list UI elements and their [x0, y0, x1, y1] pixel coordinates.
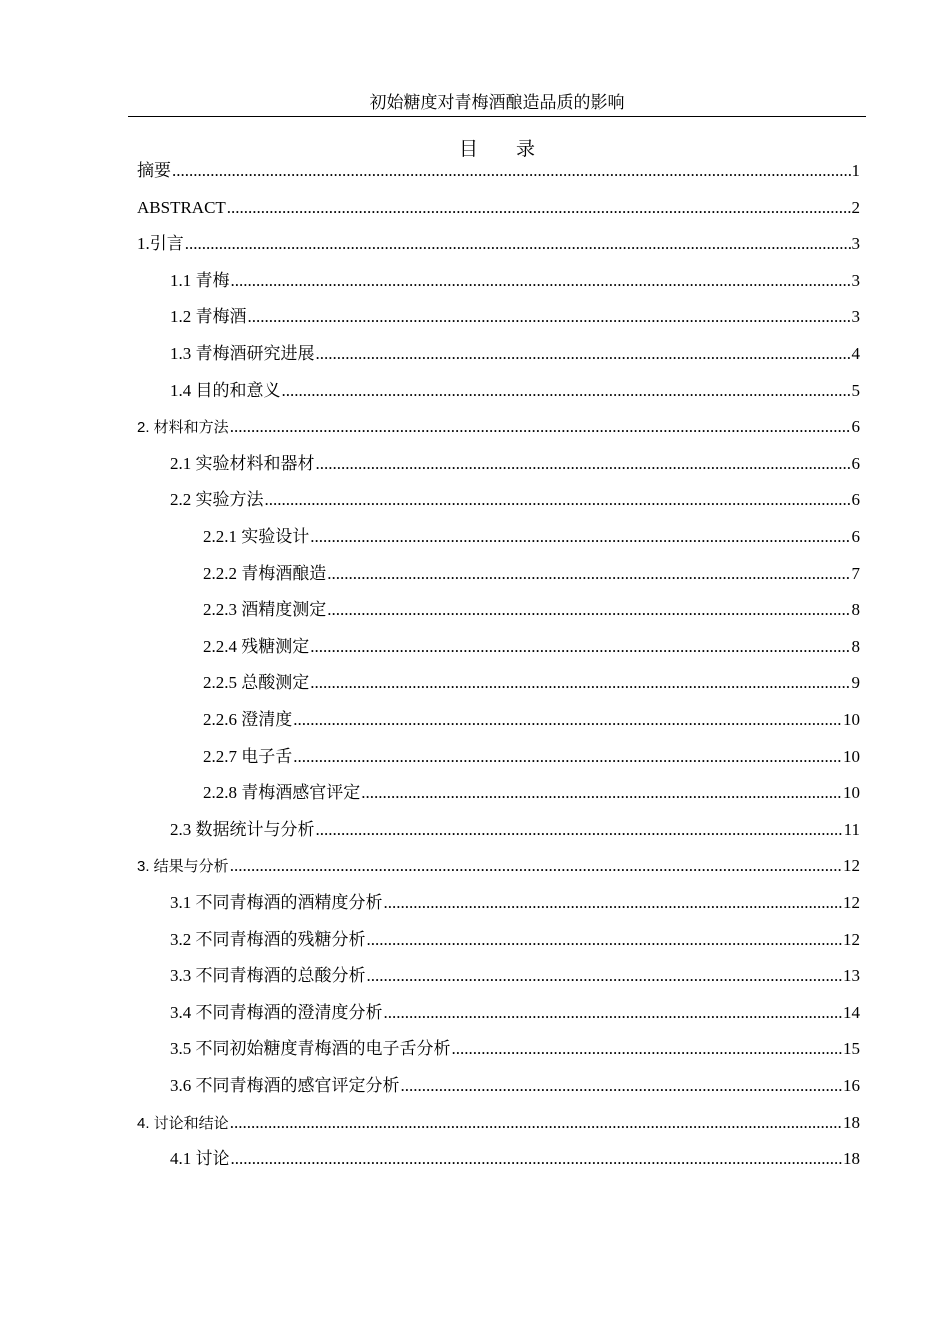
running-header: 初始糖度对青梅酒酿造品质的影响: [369, 93, 625, 112]
toc-page-number: 13: [843, 966, 860, 986]
toc-entry-label: 3.5 不同初始糖度青梅酒的电子舌分析: [170, 1039, 451, 1059]
toc-entry[interactable]: [137, 232, 860, 256]
toc-page-number: 18: [843, 1112, 860, 1132]
toc-dot-leader: [401, 1074, 843, 1098]
toc-page-number: 10: [843, 783, 860, 803]
toc-page-number: 11: [843, 819, 860, 839]
toc-page-number: 10: [843, 746, 860, 766]
toc-entry-label: 摘要: [137, 161, 171, 180]
toc-page-number: 7: [851, 563, 860, 583]
toc-entry[interactable]: [170, 1074, 860, 1098]
toc-dot-leader: [172, 159, 851, 183]
toc-entry-label: 3.1 不同青梅酒的酒精度分析: [170, 893, 383, 912]
toc-entry-label: 1.4 目的和意义: [170, 380, 281, 400]
toc-entry-label: 2.2.7 电子舌: [203, 746, 293, 766]
toc-entry[interactable]: [203, 525, 860, 549]
toc-entry[interactable]: [170, 928, 860, 952]
toc-entry-label: 3.2 不同青梅酒的残糖分析: [170, 929, 366, 949]
toc-page-number: 6: [851, 453, 860, 473]
toc-entry-label: 4.1 讨论: [170, 1149, 230, 1169]
toc-entry-label: 1.1 青梅: [170, 270, 230, 290]
toc-entry[interactable]: [203, 562, 860, 586]
toc-dot-leader: [452, 1037, 843, 1061]
toc-dot-leader: [316, 342, 851, 366]
toc-entry[interactable]: [137, 1111, 860, 1135]
toc-dot-leader: [316, 818, 843, 842]
toc-entry[interactable]: [170, 488, 860, 512]
toc-page-number: 3: [851, 270, 860, 290]
toc-entry-label: 2.2 实验方法: [170, 490, 264, 510]
toc-entry[interactable]: [170, 452, 860, 476]
toc-dot-leader: [327, 598, 850, 622]
toc-page-number: 1: [851, 161, 860, 180]
toc-dot-leader: [230, 1111, 842, 1135]
toc-page-number: 15: [843, 1039, 860, 1059]
toc-dot-leader: [384, 1001, 843, 1025]
toc-page-number: 3: [851, 234, 860, 254]
toc-entry[interactable]: [137, 196, 860, 220]
toc-entry-label: 1.引言: [137, 234, 184, 254]
toc-page-number: 4: [851, 344, 860, 363]
toc-entry[interactable]: [203, 598, 860, 622]
toc-entry-label: 2.2.4 残糖测定: [203, 636, 310, 656]
toc-dot-leader: [384, 891, 843, 915]
toc-dot-leader: [316, 452, 851, 476]
toc-dot-leader: [367, 964, 843, 988]
toc-entry[interactable]: [170, 342, 860, 366]
toc-entry-label: 2.2.6 澄清度: [203, 710, 293, 729]
toc-dot-leader: [282, 379, 851, 403]
toc-dot-leader: [231, 269, 851, 293]
toc-entry-label: 2.3 数据统计与分析: [170, 819, 315, 839]
toc-page-number: 14: [843, 1002, 860, 1022]
toc-page-number: 5: [851, 380, 860, 400]
toc-entry-label: 2.2.1 实验设计: [203, 527, 310, 546]
toc-page-number: 2: [851, 197, 860, 217]
toc-page-number: 3: [851, 307, 860, 327]
toc-entry[interactable]: [170, 305, 860, 329]
toc-entry[interactable]: [203, 781, 860, 805]
toc-page-number: 6: [851, 417, 860, 437]
toc-dot-leader: [310, 635, 850, 659]
toc-dot-leader: [230, 854, 842, 878]
header-rule: [128, 116, 866, 117]
toc-entry-label: 4. 讨论和结论: [137, 1114, 229, 1132]
toc-page-number: 9: [851, 673, 860, 693]
toc-entry-label: 3. 结果与分析: [137, 858, 229, 876]
toc-entry[interactable]: [170, 818, 860, 842]
toc-entry[interactable]: [170, 1037, 860, 1061]
toc-dot-leader: [361, 781, 842, 805]
toc-dot-leader: [367, 928, 843, 952]
toc-dot-leader: [293, 745, 842, 769]
toc-page-number: 18: [843, 1149, 860, 1169]
toc-dot-leader: [227, 196, 851, 220]
toc-entry[interactable]: [170, 379, 860, 403]
toc-entry-label: 2.2.8 青梅酒感官评定: [203, 783, 361, 803]
toc-page-number: 6: [851, 527, 860, 546]
toc-page-number: 6: [851, 490, 860, 510]
toc-dot-leader: [310, 671, 850, 695]
toc-entry-label: ABSTRACT: [137, 197, 226, 217]
toc-entry[interactable]: [170, 269, 860, 293]
toc-title: 目 录: [458, 139, 535, 160]
toc-entry[interactable]: [203, 708, 860, 732]
toc-dot-leader: [230, 415, 851, 439]
toc-entry-label: 3.3 不同青梅酒的总酸分析: [170, 966, 366, 986]
toc-entry-label: 2. 材料和方法: [137, 419, 229, 437]
toc-page-number: 12: [843, 856, 860, 876]
toc-entry[interactable]: [170, 1001, 860, 1025]
toc-entry[interactable]: [170, 964, 860, 988]
toc-page-number: 8: [851, 600, 860, 620]
toc-dot-leader: [265, 488, 851, 512]
toc-entry-label: 2.2.3 酒精度测定: [203, 600, 327, 620]
toc-dot-leader: [293, 708, 842, 732]
toc-entry-label: 3.4 不同青梅酒的澄清度分析: [170, 1002, 383, 1022]
toc-entry[interactable]: [170, 891, 860, 915]
toc-dot-leader: [327, 562, 850, 586]
toc-page-number: 10: [843, 710, 860, 729]
toc-entry[interactable]: [203, 635, 860, 659]
toc-dot-leader: [248, 305, 851, 329]
toc-page-number: 8: [851, 636, 860, 656]
toc-entry[interactable]: [137, 159, 860, 183]
toc-entry-label: 2.2.2 青梅酒酿造: [203, 563, 327, 583]
toc-dot-leader: [310, 525, 850, 549]
toc-dot-leader: [231, 1147, 843, 1171]
toc-page-number: 16: [843, 1076, 860, 1095]
toc-page-number: 12: [843, 929, 860, 949]
toc-page-number: 12: [843, 893, 860, 912]
toc-entry-label: 1.2 青梅酒: [170, 307, 247, 327]
toc-entry[interactable]: [137, 854, 860, 878]
toc-entry-label: 3.6 不同青梅酒的感官评定分析: [170, 1076, 400, 1095]
toc-entry[interactable]: [203, 745, 860, 769]
toc-entry-label: 1.3 青梅酒研究进展: [170, 344, 315, 363]
toc-dot-leader: [185, 232, 851, 256]
toc-entry[interactable]: [137, 415, 860, 439]
toc-entry[interactable]: [170, 1147, 860, 1171]
toc-entry[interactable]: [203, 671, 860, 695]
toc-entry-label: 2.1 实验材料和器材: [170, 453, 315, 473]
toc-entry-label: 2.2.5 总酸测定: [203, 673, 310, 693]
